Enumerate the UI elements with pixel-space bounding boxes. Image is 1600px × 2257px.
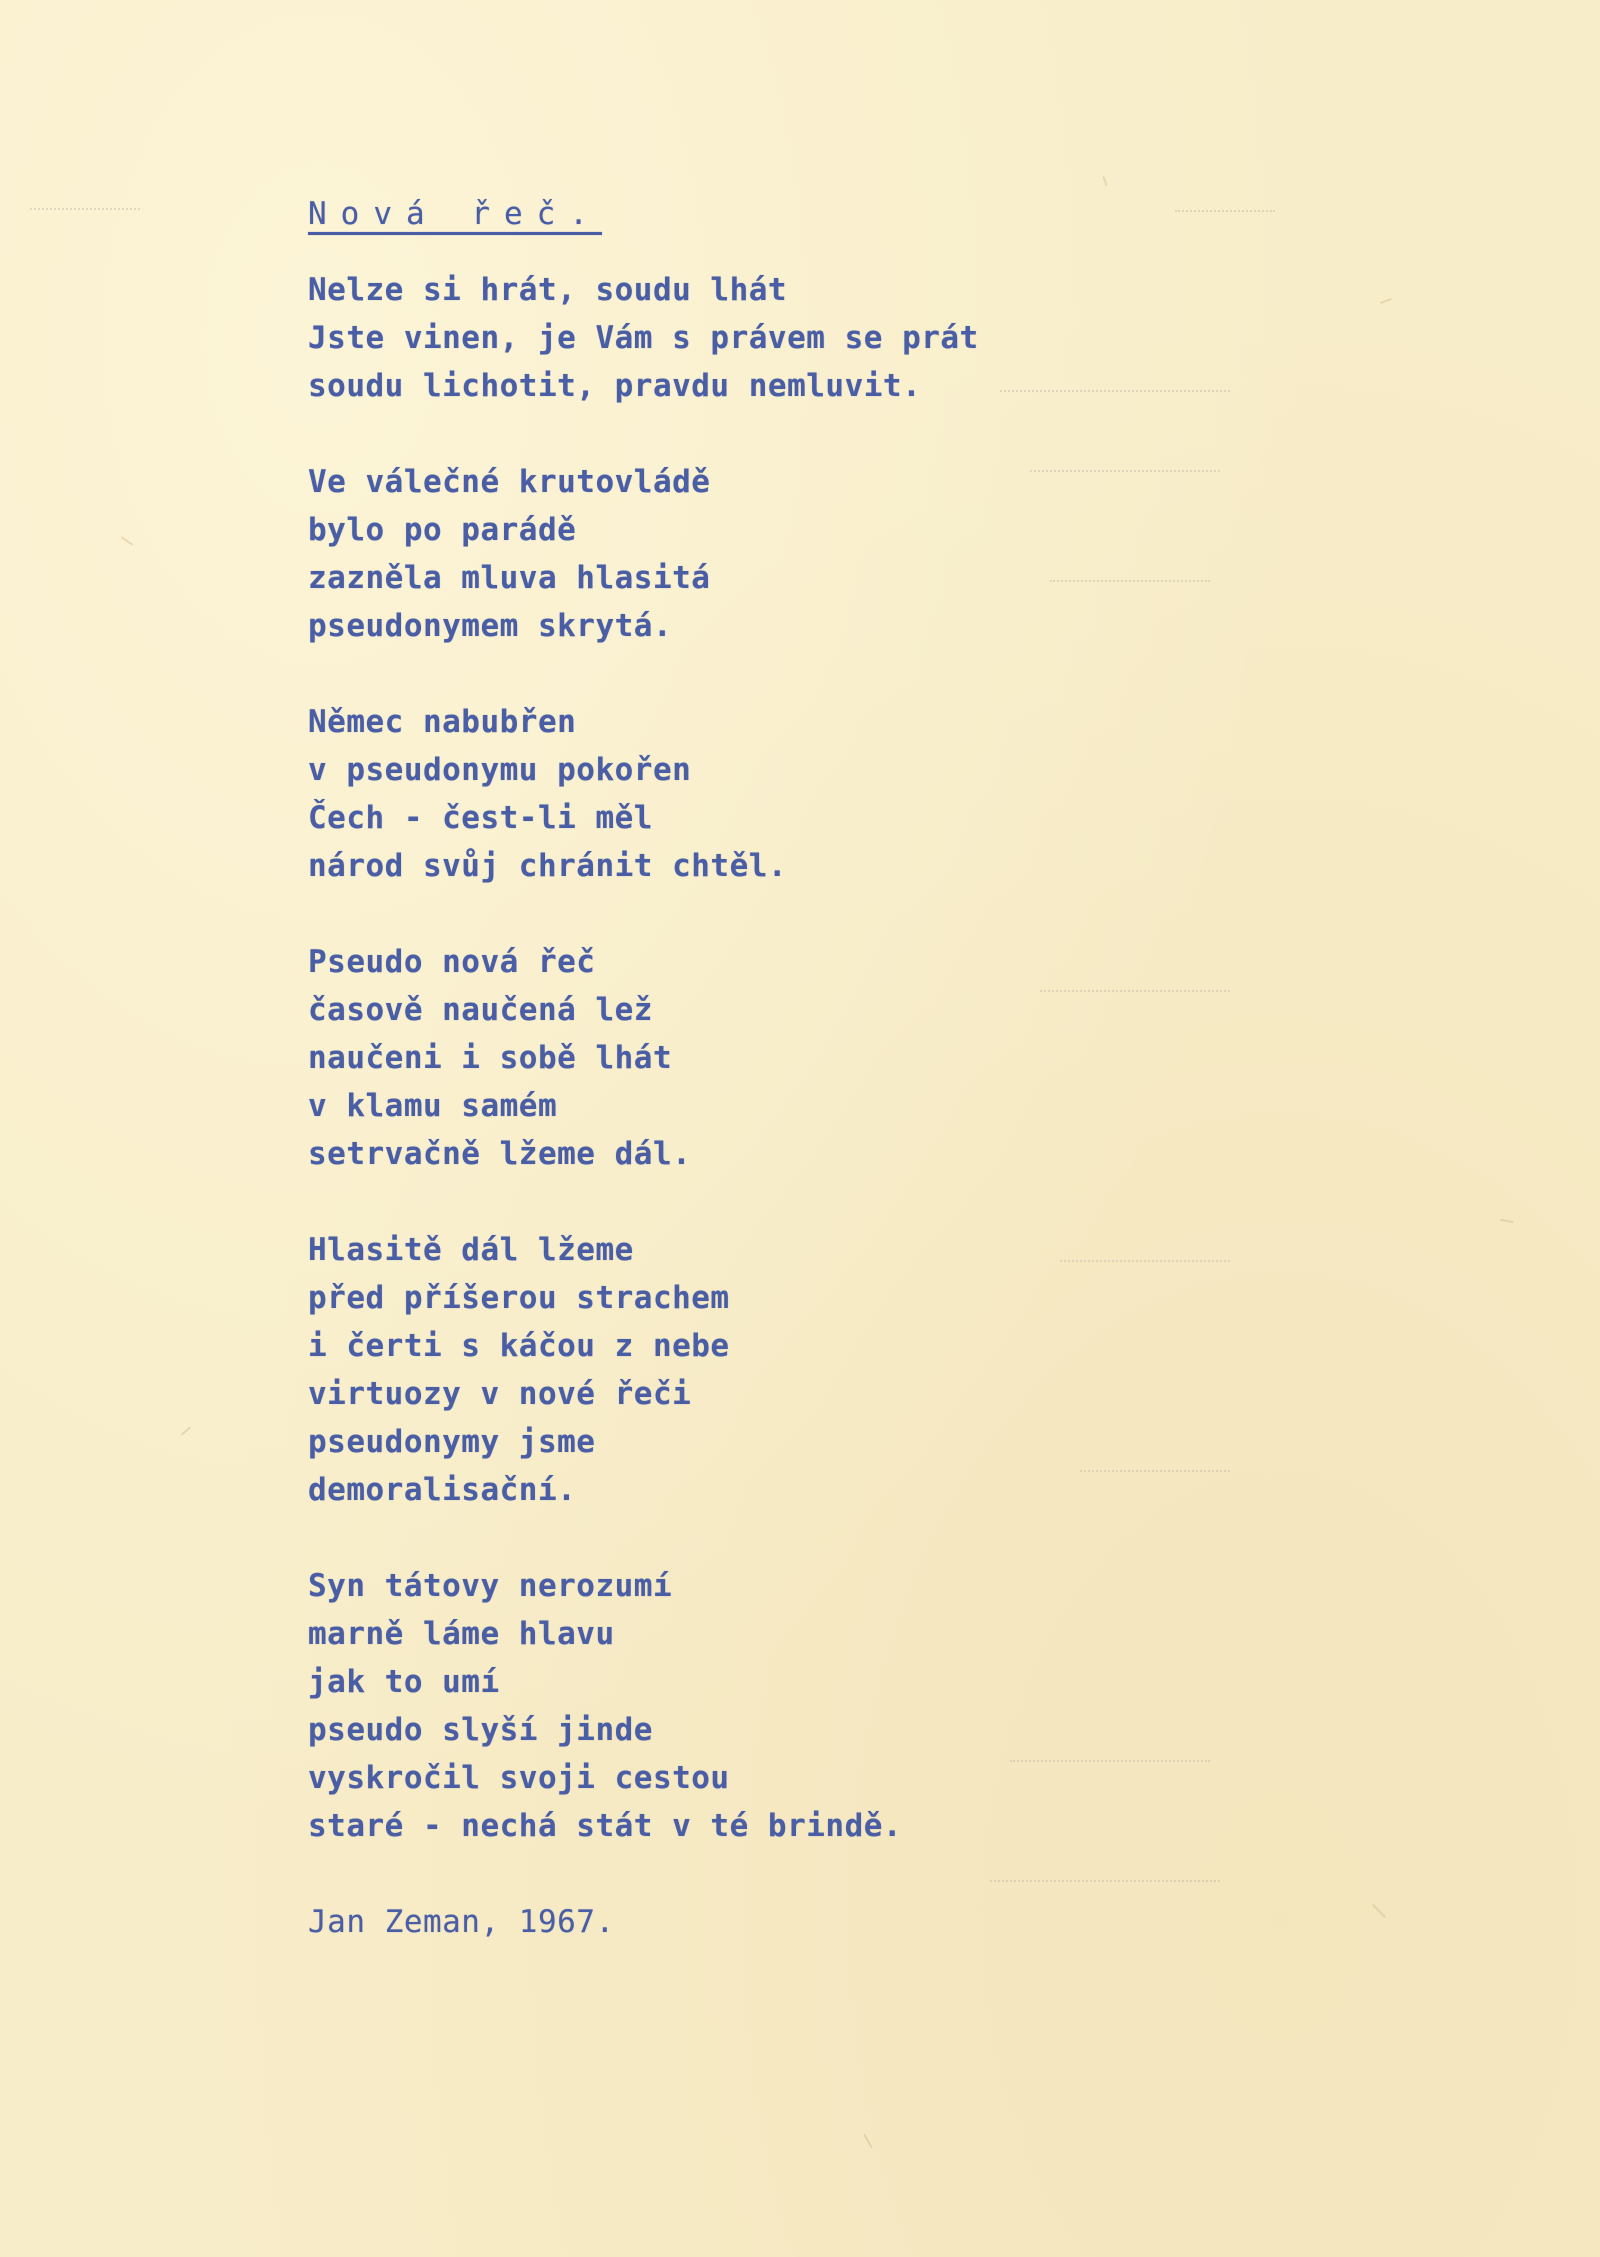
poem-title: Nová řeč.	[308, 196, 602, 232]
poem-line: demoralisační.	[308, 1472, 577, 1508]
stanza-6	[308, 1562, 1408, 1850]
poem-line: marně láme hlavu	[308, 1616, 615, 1652]
paper-fiber	[181, 1426, 191, 1435]
stanza-3	[308, 698, 1408, 890]
poem-line: i čerti s káčou z nebe	[308, 1328, 730, 1364]
poem-line: v pseudonymu pokořen	[308, 752, 692, 788]
paper-fiber	[1102, 176, 1107, 186]
poem-line: naučeni i sobě lhát	[308, 1040, 673, 1076]
poem-line: Pseudo nová řeč	[308, 944, 596, 980]
poem-line: zazněla mluva hlasitá	[308, 560, 711, 596]
poem-line: v klamu samém	[308, 1088, 558, 1124]
stanza-4	[308, 938, 1408, 1178]
poem-line: pseudonymem skrytá.	[308, 608, 673, 644]
poem-line: pseudonymy jsme	[308, 1424, 596, 1460]
stanza-5	[308, 1226, 1408, 1514]
poem-line: Syn tátovy nerozumí	[308, 1568, 673, 1604]
paper-fiber	[121, 536, 134, 546]
show-through-text	[30, 208, 140, 213]
paper-fiber	[1500, 1219, 1514, 1223]
poem-line: setrvačně lžeme dál.	[308, 1136, 692, 1172]
poem-line: staré - nechá stát v té brindě.	[308, 1808, 903, 1844]
poem-line: Hlasitě dál lžeme	[308, 1232, 634, 1268]
paper-fiber	[863, 2134, 873, 2149]
poem-line: virtuozy v nové řeči	[308, 1376, 692, 1412]
poem-line: pseudo slyší jinde	[308, 1712, 653, 1748]
poem-line: před příšerou strachem	[308, 1280, 730, 1316]
poem-line: Nelze si hrát, soudu lhát	[308, 272, 788, 308]
poem-line: národ svůj chránit chtěl.	[308, 848, 788, 884]
poem-line: Jste vinen, je Vám s právem se prát	[308, 320, 979, 356]
stanza-2	[308, 458, 1408, 650]
poem-line: Čech - čest-li měl	[308, 800, 653, 836]
poem-line: časově naučená lež	[308, 992, 653, 1028]
poem-line: Ve válečné krutovládě	[308, 464, 711, 500]
poem-line: Němec nabubřen	[308, 704, 577, 740]
poem-line: vyskročil svoji cestou	[308, 1760, 730, 1796]
stanza-1	[308, 266, 1408, 410]
poem-line: jak to umí	[308, 1664, 500, 1700]
poem-line: bylo po parádě	[308, 512, 577, 548]
poem	[308, 196, 1408, 1946]
author-signature-line: Jan Zeman, 1967.	[308, 1904, 615, 1940]
poem-line: soudu lichotit, pravdu nemluvit.	[308, 368, 922, 404]
